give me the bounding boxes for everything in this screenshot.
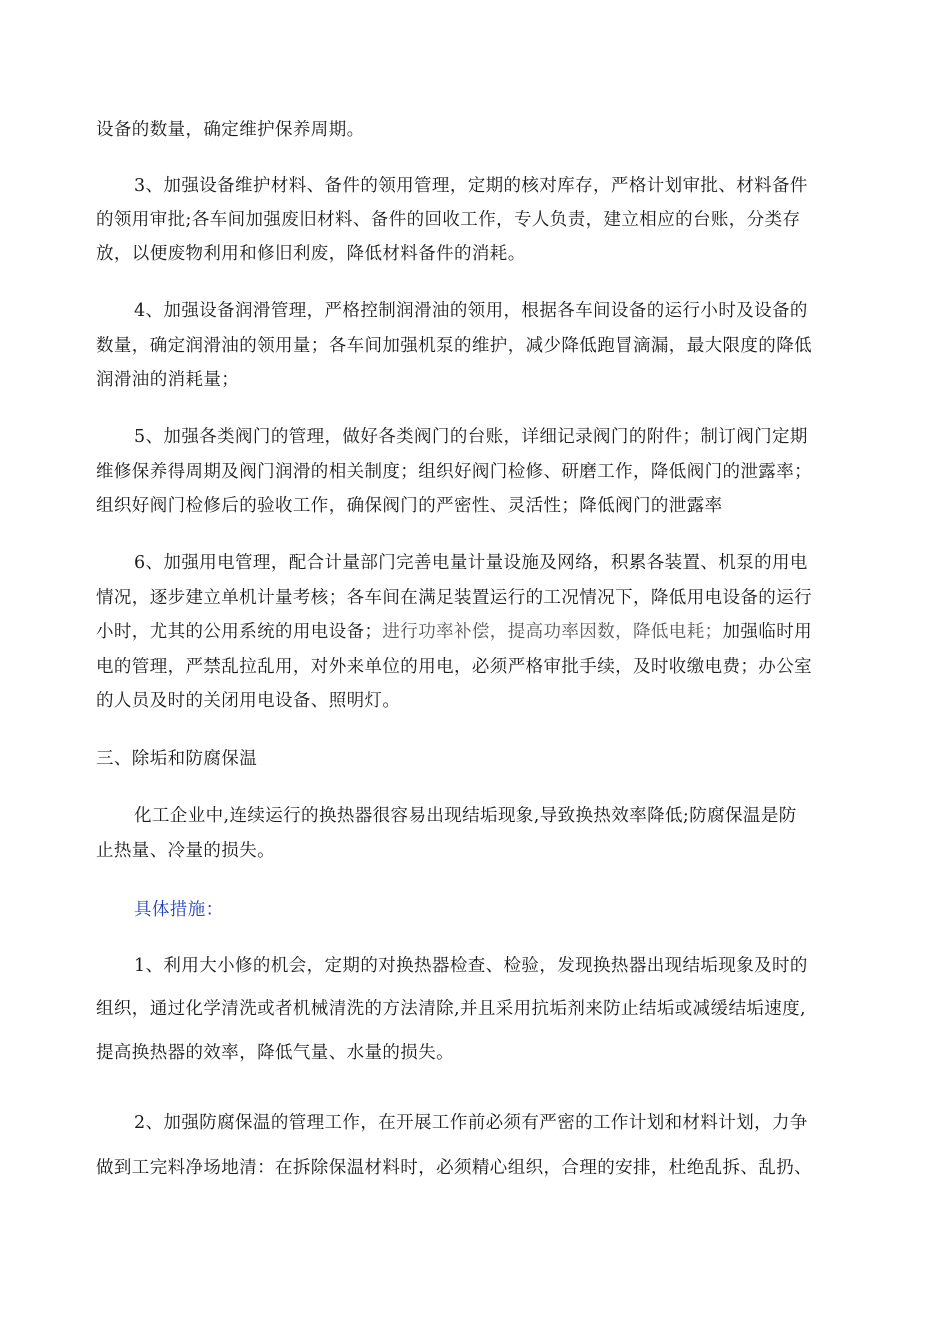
paragraph-line: 情况，逐步建立单机计量考核；各车间在满足装置运行的工况情况下，降低用电设备的运行 [96, 588, 812, 608]
paragraph-line: 做到工完料净场地清：在拆除保温材料时，必须精心组织，合理的安排，杜绝乱拆、乱扔、 [96, 1158, 812, 1178]
paragraph-line: 数量，确定润滑油的领用量；各车间加强机泵的维护，减少降低跑冒滴漏，最大限度的降低 [96, 336, 812, 356]
paragraph-line: 的领用审批;各车间加强废旧材料、备件的回收工作，专人负责，建立相应的台账，分类存 [96, 210, 801, 230]
paragraph-line: 6、加强用电管理，配合计量部门完善电量计量设施及网络，积累各装置、机泵的用电 [134, 553, 808, 573]
text-run: 加强临时用 [722, 622, 813, 642]
paragraph-line: 放，以便废物利用和修旧利废，降低材料备件的消耗。 [96, 244, 526, 264]
paragraph-line: 设备的数量，确定维护保养周期。 [96, 120, 365, 140]
paragraph-line: 化工企业中,连续运行的换热器很容易出现结垢现象,导致换热效率降低;防腐保温是防 [134, 806, 797, 826]
measures-label: 具体措施： [134, 900, 224, 920]
paragraph-line: 1、利用大小修的机会，定期的对换热器检查、检验，发现换热器出现结垢现象及时的 [134, 956, 808, 976]
paragraph-line: 提高换热器的效率，降低气量、水量的损失。 [96, 1043, 454, 1063]
paragraph-line: 的人员及时的关闭用电设备、照明灯。 [96, 691, 401, 711]
paragraph-line: 电的管理，严禁乱拉乱用，对外来单位的用电，必须严格审批手续，及时收缴电费；办公室 [96, 657, 812, 677]
paragraph-line [96, 621, 812, 643]
paragraph-line: 组织好阀门检修后的验收工作，确保阀门的严密性、灵活性；降低阀门的泄露率 [96, 496, 723, 516]
section-heading: 三、除垢和防腐保温 [96, 749, 258, 769]
paragraph-line: 润滑油的消耗量； [96, 370, 240, 390]
paragraph-line: 5、加强各类阀门的管理，做好各类阀门的台账，详细记录阀门的附件；制订阀门定期 [134, 427, 808, 447]
paragraph-line: 4、加强设备润滑管理，严格控制润滑油的领用，根据各车间设备的运行小时及设备的 [134, 301, 808, 321]
text-run: 小时，尤其的公用系统的用电设备； [96, 622, 383, 642]
paragraph-line: 止热量、冷量的损失。 [96, 841, 275, 861]
paragraph-line: 维修保养得周期及阀门润滑的相关制度；组织好阀门检修、研磨工作，降低阀门的泄露率； [96, 462, 812, 482]
paragraph-line: 3、加强设备维护材料、备件的领用管理，定期的核对库存，严格计划审批、材料备件 [134, 176, 808, 196]
paragraph-line: 2、加强防腐保温的管理工作，在开展工作前必须有严密的工作计划和材料计划，力争 [134, 1113, 808, 1133]
paragraph-line: 组织，通过化学清洗或者机械清洗的方法清除,并且采用抗垢剂来防止结垢或减缓结垢速度, [96, 999, 807, 1019]
text-run-muted: 进行功率补偿，提高功率因数，降低电耗； [382, 622, 723, 642]
